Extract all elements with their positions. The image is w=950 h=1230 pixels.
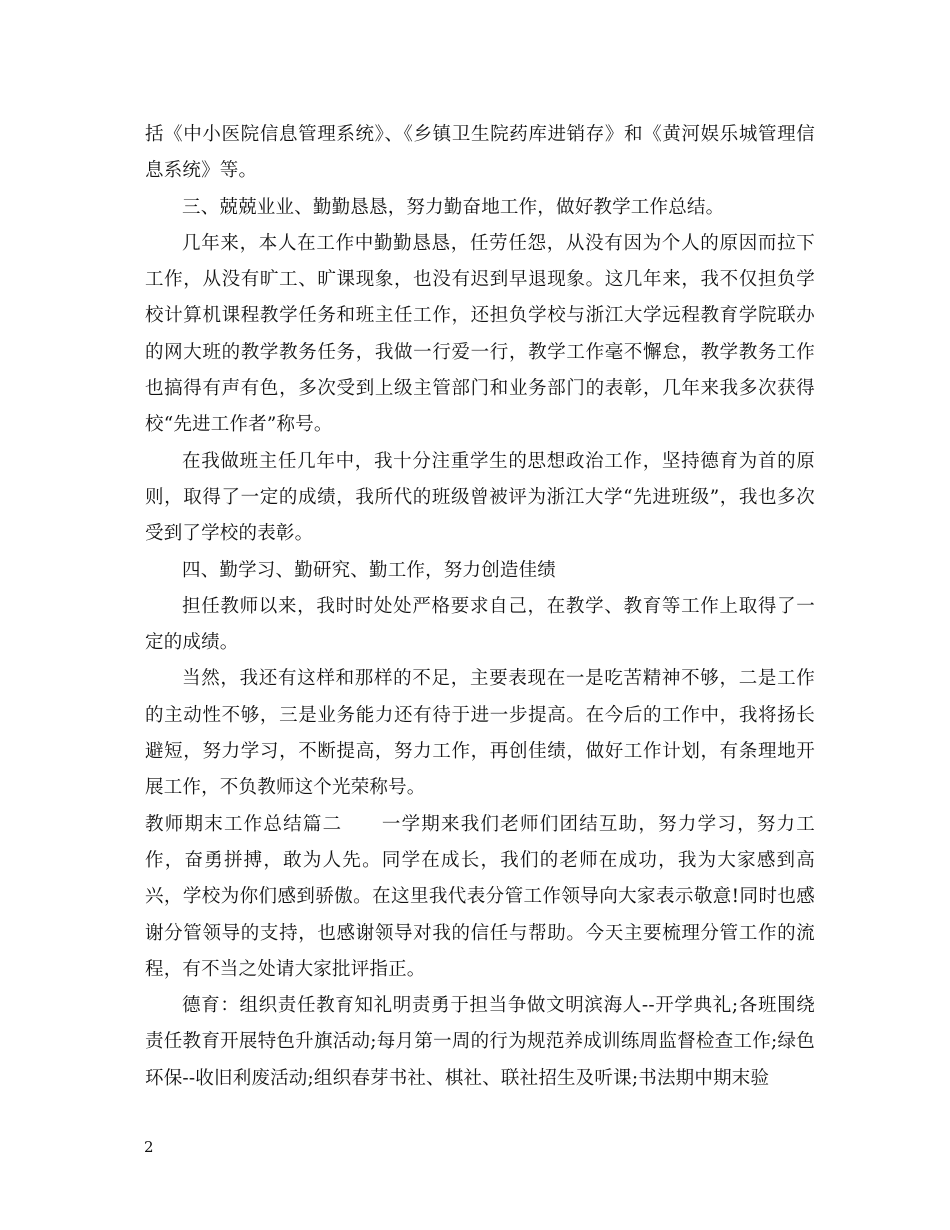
paragraph: 当然，我还有这样和那样的不足，主要表现在一是吃苦精神不够，二是工作的主动性不够，三是业务能力还有待于进一步提高。在今后的工作中，我将扬长避短，努力学习，不断提高，努力工作，再创佳绩，做好工作计划，有条理地开展工作，不负教师这个光荣称号。	[145, 668, 815, 799]
section-heading: 三、兢兢业业、勤勤恳恳，努力勤奋地工作，做好教学工作总结。	[182, 196, 725, 218]
paragraph: 括《中小医院信息管理系统》、《乡镇卫生院药库进销存》和《黄河娱乐城管理信息系统》等。	[145, 124, 815, 182]
paragraph: 教师期末工作总结篇二 一学期来我们老师们团结互助，努力学习，努力工作，奋勇拼搏，敢为人先。同学在成长，我们的老师在成功，我为大家感到高兴，学校为你们感到骄傲。在这里我代表分管工作领导向大家表示敬意!同时也感谢分管领导的支持，也感谢领导对我的信任与帮助。今天主要梳理分管工作的流程，有不当之处请大家批评指正。	[145, 813, 815, 980]
paragraph: 德育：组织责任教育知礼明责勇于担当争做文明滨海人--开学典礼;各班围绕责任教育开展特色升旗活动;每月第一周的行为规范养成训练周监督检查工作;绿色环保--收旧利废活动;组织春芽书社、棋社、联社招生及听课;书法期中期末验	[145, 995, 815, 1089]
page-number: 2	[144, 1138, 154, 1156]
paragraph: 几年来，本人在工作中勤勤恳恳，任劳任怨，从没有因为个人的原因而拉下工作，从没有旷工、旷课现象，也没有迟到早退现象。这几年来，我不仅担负学校计算机课程教学任务和班主任工作，还担负学校与浙江大学远程教育学院联办的网大班的教学教务任务，我做一行爱一行，教学工作毫不懈怠，教学教务工作也搞得有声有色，多次受到上级主管部门和业务部门的表彰，几年来我多次获得校“先进工作者”称号。	[145, 232, 815, 436]
document-body	[145, 117, 815, 1097]
paragraph: 在我做班主任几年中，我十分注重学生的思想政治工作，坚持德育为首的原则，取得了一定的成绩，我所代的班级曾被评为浙江大学“先进班级”，我也多次受到了学校的表彰。	[145, 450, 815, 545]
paragraph: 担任教师以来，我时时处处严格要求自己，在教学、教育等工作上取得了一定的成绩。	[145, 595, 815, 654]
section-heading: 四、勤学习、勤研究、勤工作，努力创造佳绩	[182, 559, 557, 581]
